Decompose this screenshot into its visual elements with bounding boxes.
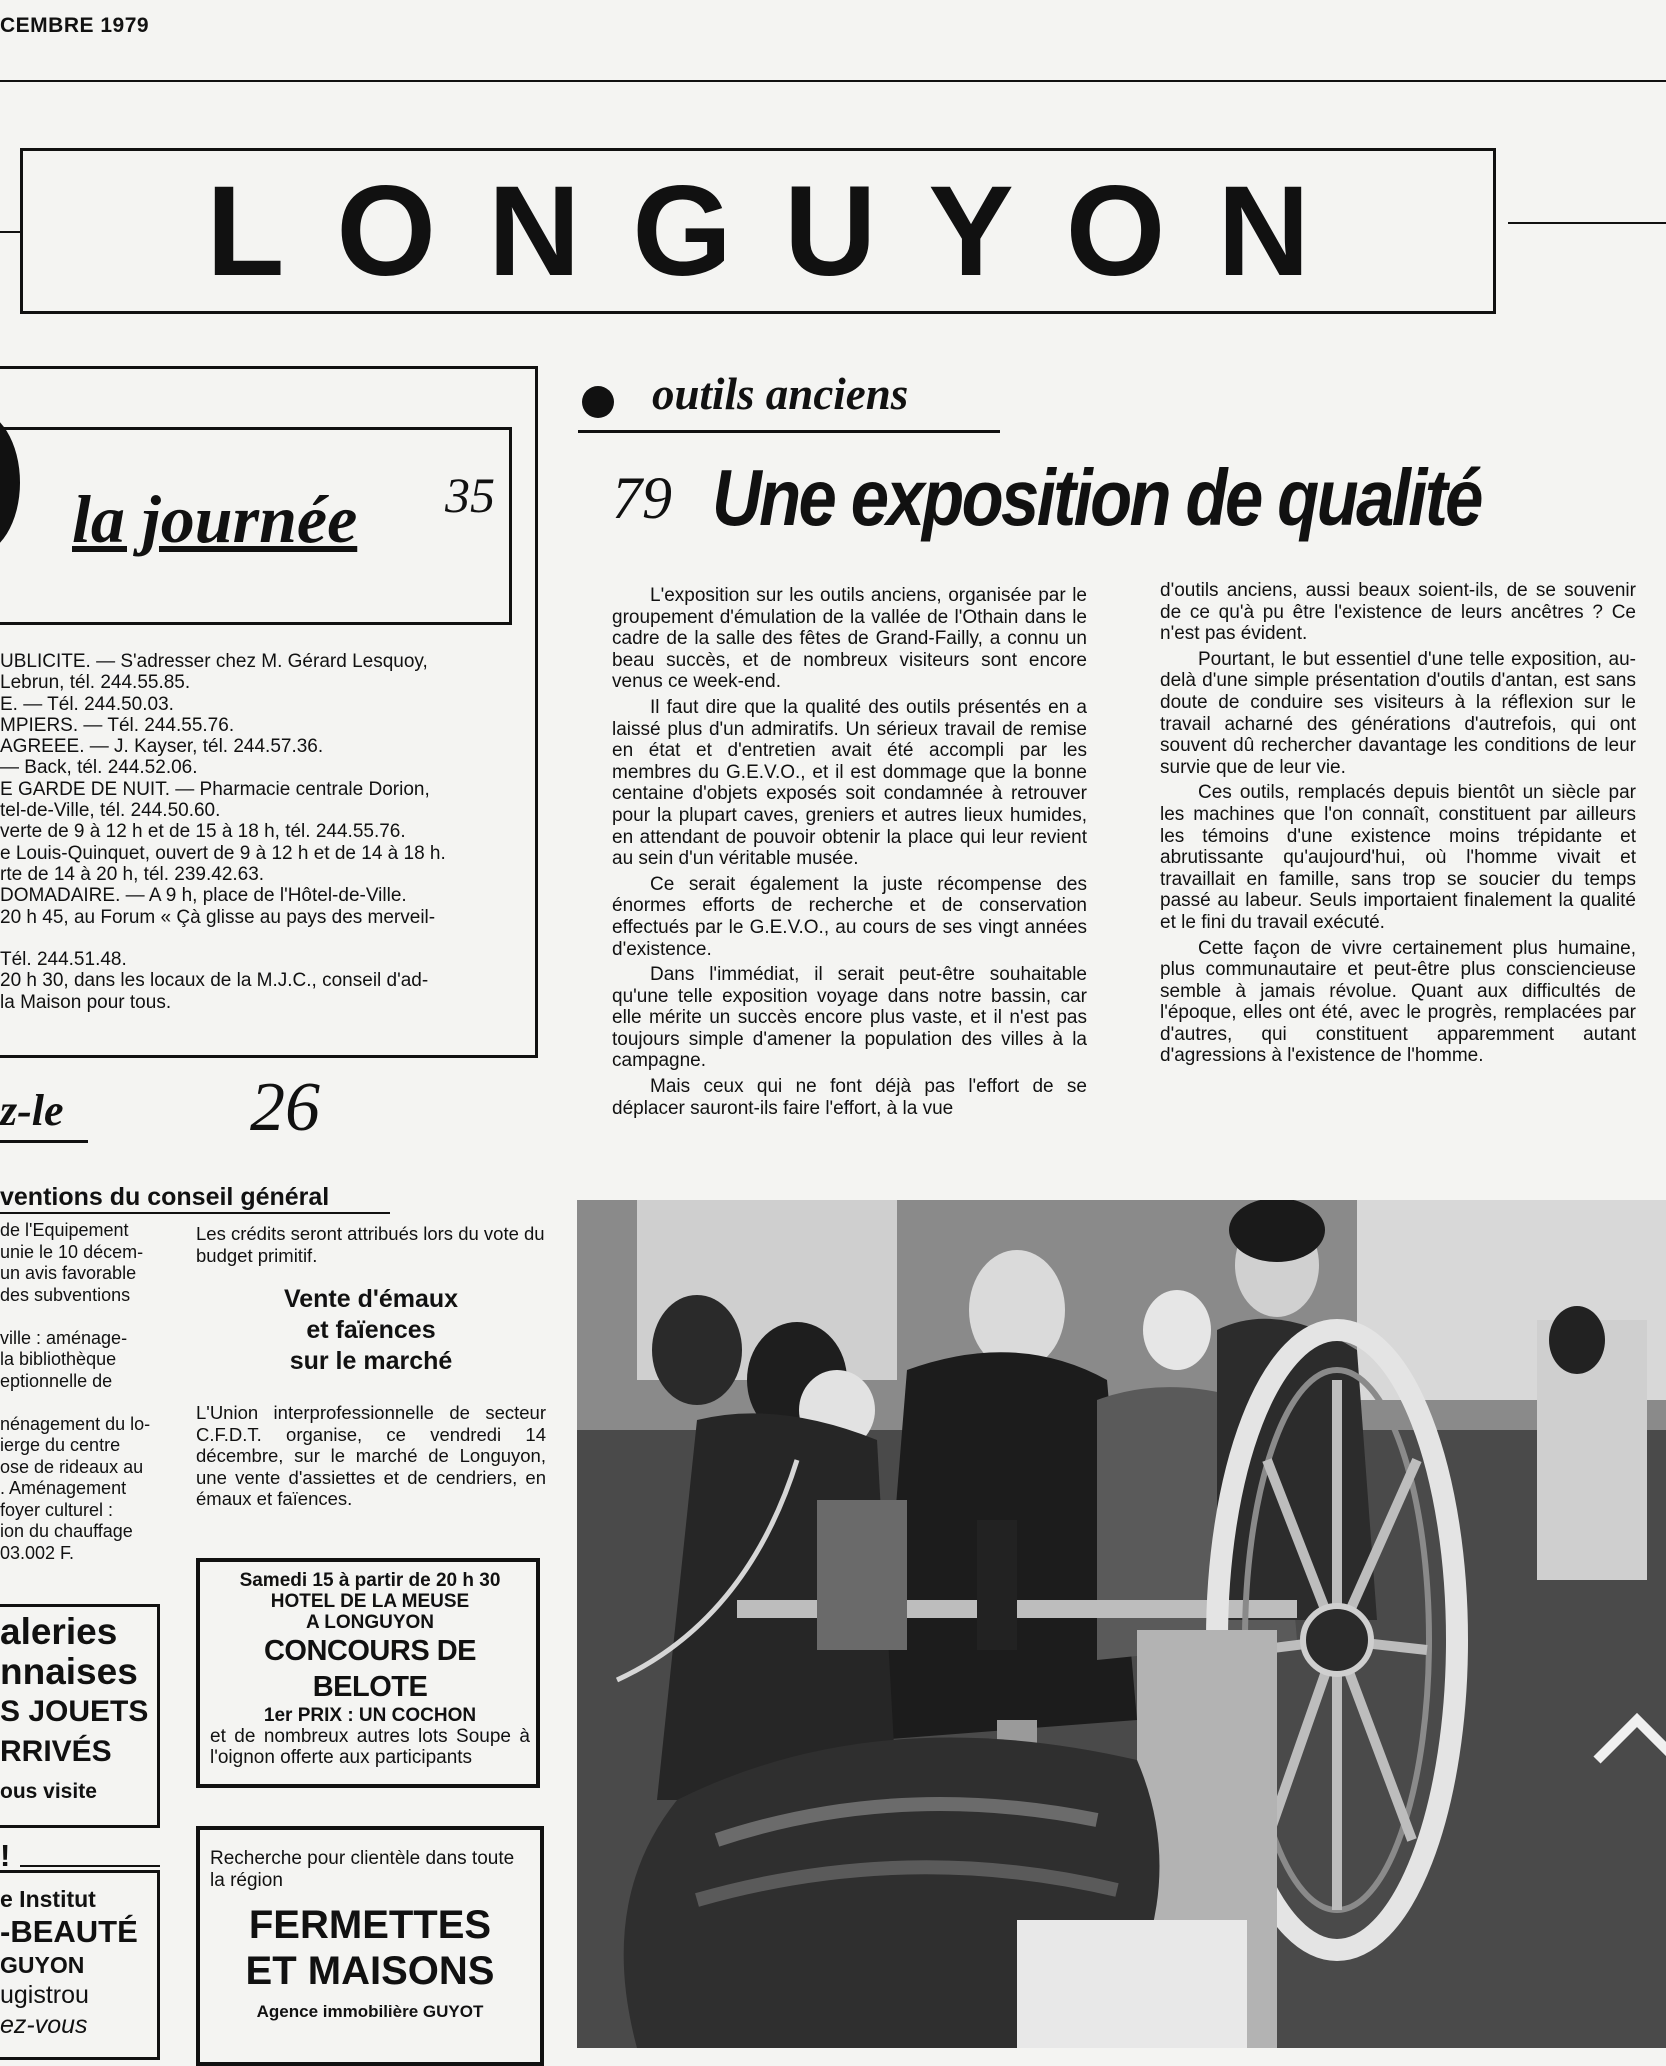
- subventions-line: . Aménagement: [0, 1478, 127, 1498]
- article-headline: Une exposition de qualité: [712, 453, 1481, 542]
- subventions-rule: [0, 1212, 390, 1214]
- fermettes-text: Recherche pour clientèle dans toute la région: [210, 1848, 515, 1891]
- belote-title: CONCOURS DE BELOTE: [263, 1635, 476, 1703]
- galeries-line: S JOUETS: [0, 1695, 149, 1728]
- handwritten-note-79: 79: [612, 465, 672, 531]
- subventions-body: [0, 1220, 168, 1564]
- listing-line: DOMADAIRE. — A 9 h, place de l'Hôtel-de-Ville.: [0, 885, 407, 907]
- subventions-line: la bibliothèque: [0, 1349, 117, 1369]
- article-paragraph: L'exposition sur les outils anciens, organisée par le groupement d'émulation de la vallée de l'Othain dans le cadre de la salle des fêtes de Grand-Failly, a connu un beau succès, et de nombreux visiteurs sont encore venus ce week-end.: [612, 585, 1087, 693]
- belote-venue: HOTEL DE LA MEUSE: [270, 1591, 470, 1612]
- listing-line: — Back, tél. 244.52.06.: [0, 757, 198, 779]
- listing-line: AGREEE. — J. Kayser, tél. 244.57.36.: [0, 736, 324, 758]
- institut-line: ez-vous: [0, 2011, 88, 2039]
- section-title-dites-le: z-le: [0, 1086, 64, 1135]
- listing-line: 20 h 30, dans les locaux de la M.J.C., conseil d'ad-: [0, 970, 429, 992]
- vente-body: L'Union interprofessionnelle de secteur C.F.D.T. organise, ce vendredi 14 décembre, sur le marché de Longuyon, une vente d'assiettes et de cendriers, en émaux et faïences.: [196, 1402, 546, 1509]
- masthead-title: LONGUYON: [206, 159, 1362, 303]
- listing-line: E GARDE DE NUIT. — Pharmacie centrale Dorion,: [0, 778, 430, 800]
- fermettes-title-line: ET MAISONS: [245, 1949, 495, 1993]
- vente-heading-line: Vente d'émaux: [283, 1285, 459, 1313]
- institut-exclaim: !: [0, 1838, 11, 1873]
- masthead-rule-right: [1508, 222, 1666, 224]
- subventions-line: unie le 10 décem-: [0, 1241, 144, 1262]
- fermettes-title: [210, 1902, 530, 1994]
- article-column-1: [612, 585, 1087, 1123]
- article-paragraph: Il faut dire que la qualité des outils présentés en a laissé plus d'un admiratifs. Un sérieux travail de remise en état et d'entretien avait été accompli par les membres du G.E.V.O., et il est dommage que la bonne centaine d'objets exposés soit condamnée à retrouver pour la plupart caves, greniers et autres lieux humides, en attendant de pouvoir obtenir la place qui leur revient au sein d'un véritable musée.: [612, 696, 1087, 870]
- article-paragraph: Dans l'immédiat, il serait peut-être souhaitable qu'une telle exposition voyage dans notre bassin, car elle mérite un succès encore plus vaste, et il n'est pas toujours simple d'amener la population des villes à la campagne.: [612, 964, 1087, 1072]
- exhibition-photo: [577, 1200, 1666, 2048]
- vente-heading-line: et faïences: [306, 1316, 436, 1344]
- article-paragraph: Ce serait également la juste récompense des énormes efforts de recherche et de conservation effectués par le G.E.V.O., au cours de ses vingt années d'existence.: [612, 873, 1087, 960]
- listing-line: la Maison pour tous.: [0, 991, 172, 1013]
- article-kicker: outils anciens: [652, 369, 909, 419]
- vente-heading-line: sur le marché: [289, 1347, 453, 1375]
- subventions-line: ose de rideaux au: [0, 1456, 144, 1477]
- institut-line: e Institut: [0, 1886, 96, 1912]
- listing-line: Tél. 244.51.48.: [0, 949, 127, 971]
- article-paragraph: Mais ceux qui ne font déjà pas l'effort de se déplacer sauront-ils faire l'effort, à la vue: [612, 1076, 1087, 1119]
- institut-line: ugistrou: [0, 1981, 89, 2009]
- subventions-line: eptionnelle de: [0, 1370, 113, 1391]
- masthead-rule-left: [0, 231, 20, 233]
- listing-line: UBLICITE. — S'adresser chez M. Gérard Lesquoy,: [0, 651, 428, 672]
- institut-rule: [20, 1865, 160, 1867]
- listing-line: e Louis-Quinquet, ouvert de 9 à 12 h et de 14 à 18 h.: [0, 842, 446, 864]
- handwritten-note-35: 35: [445, 467, 495, 523]
- handwritten-note-26: 26: [250, 1069, 320, 1146]
- fermettes-agence: Agence immobilière GUYOT: [256, 2002, 484, 2021]
- top-rule: [0, 80, 1666, 82]
- subventions-line: de l'Equipement: [0, 1220, 129, 1240]
- subventions-line: nénagement du lo-: [0, 1413, 151, 1434]
- belote-date: Samedi 15 à partir de 20 h 30: [239, 1570, 501, 1591]
- belote-ad: [210, 1570, 530, 1768]
- belote-prize: 1er PRIX : UN COCHON: [263, 1705, 477, 1726]
- belote-details: et de nombreux autres lots Soupe à l'oignon offerte aux participants: [210, 1726, 530, 1768]
- article-paragraph: Pourtant, le but essentiel d'une telle exposition, au-delà d'une simple présentation d'outils d'antan, est sans doute de conduire ses visiteurs à la réflexion sur le travail acharné des générations d'autrefois, qui ont souvent dû rechercher davantage les conditions de leur survie que de leur vie.: [1160, 648, 1636, 778]
- article-column-2: [1160, 580, 1636, 1071]
- institut-line: -BEAUTÉ: [0, 1914, 138, 1949]
- subventions-line: ville : aménage-: [0, 1327, 128, 1348]
- listing-line: [0, 928, 520, 949]
- subventions-heading: ventions du conseil général: [0, 1183, 330, 1211]
- galeries-ad: [0, 1612, 148, 1812]
- listing-line: E. — Tél. 244.50.03.: [0, 693, 174, 715]
- listing-line: rte de 14 à 20 h, tél. 239.42.63.: [0, 863, 265, 885]
- dites-underline: [0, 1140, 88, 1143]
- kicker-rule: [578, 430, 1000, 433]
- listing-line: 20 h 45, au Forum « Çà glisse au pays des merveil-: [0, 906, 436, 928]
- subventions-line: ion du chauffage: [0, 1521, 133, 1541]
- listing-line: tel-de-Ville, tél. 244.50.60.: [0, 800, 221, 822]
- subventions-line: [0, 1306, 168, 1328]
- credits-text: Les crédits seront attribués lors du vote du budget primitif.: [196, 1223, 545, 1266]
- galeries-line: ous visite: [0, 1780, 97, 1803]
- listing-line: Lebrun, tél. 244.55.85.: [0, 672, 191, 694]
- galeries-line: aleries: [0, 1611, 118, 1652]
- galeries-line: RRIVÉS: [0, 1735, 112, 1768]
- article-paragraph: Ces outils, remplacés depuis bientôt un siècle par les machines que l'on connaît, constituent par ailleurs les témoins d'une existence moins trépidante et abrutissante qu'aujourd'hui, où l'homme vivait et travaillait en famille, sans trop se soucier du temps passé au labeur. Seuls importaient finalement la qualité et le fini du travail exécuté.: [1160, 782, 1636, 933]
- listing-line: MPIERS. — Tél. 244.55.76.: [0, 714, 235, 736]
- subventions-line: [0, 1392, 168, 1414]
- institut-line: GUYON: [0, 1952, 85, 1978]
- subventions-line: des subventions: [0, 1284, 131, 1305]
- galeries-line: nnaises: [0, 1651, 138, 1692]
- institut-ad: [0, 1884, 138, 2040]
- subventions-line: un avis favorable: [0, 1263, 137, 1283]
- listing-line: verte de 9 à 12 h et de 15 à 18 h, tél. 244.55.76.: [0, 821, 406, 843]
- subventions-line: foyer culturel :: [0, 1499, 114, 1520]
- journee-listing: [0, 651, 520, 1013]
- journee-title: la journée: [72, 481, 358, 557]
- fermettes-title-line: FERMETTES: [248, 1903, 492, 1947]
- article-paragraph: Cette façon de vivre certainement plus humaine, plus communautaire et peut-être plus consciencieuse semble à jamais révolue. Quant aux difficultés de l'époque, elles ont été, avec le progrès, remplacées par d'autres, qui constituent apparemment autant d'agressions à l'existence de l'homme.: [1160, 937, 1636, 1067]
- subventions-line: 03.002 F.: [0, 1542, 75, 1563]
- article-paragraph: d'outils anciens, aussi beaux soient-ils, de se souvenir de ce qu'à pu être l'existence de leurs ancêtres ? Ce n'est pas évident.: [1160, 580, 1636, 645]
- kicker-bullet: [582, 386, 614, 418]
- belote-town: A LONGUYON: [305, 1612, 435, 1633]
- subventions-line: ierge du centre: [0, 1435, 121, 1455]
- issue-date: CEMBRE 1979: [0, 14, 150, 37]
- vente-heading: [196, 1284, 546, 1377]
- fermettes-ad: [210, 1848, 530, 2022]
